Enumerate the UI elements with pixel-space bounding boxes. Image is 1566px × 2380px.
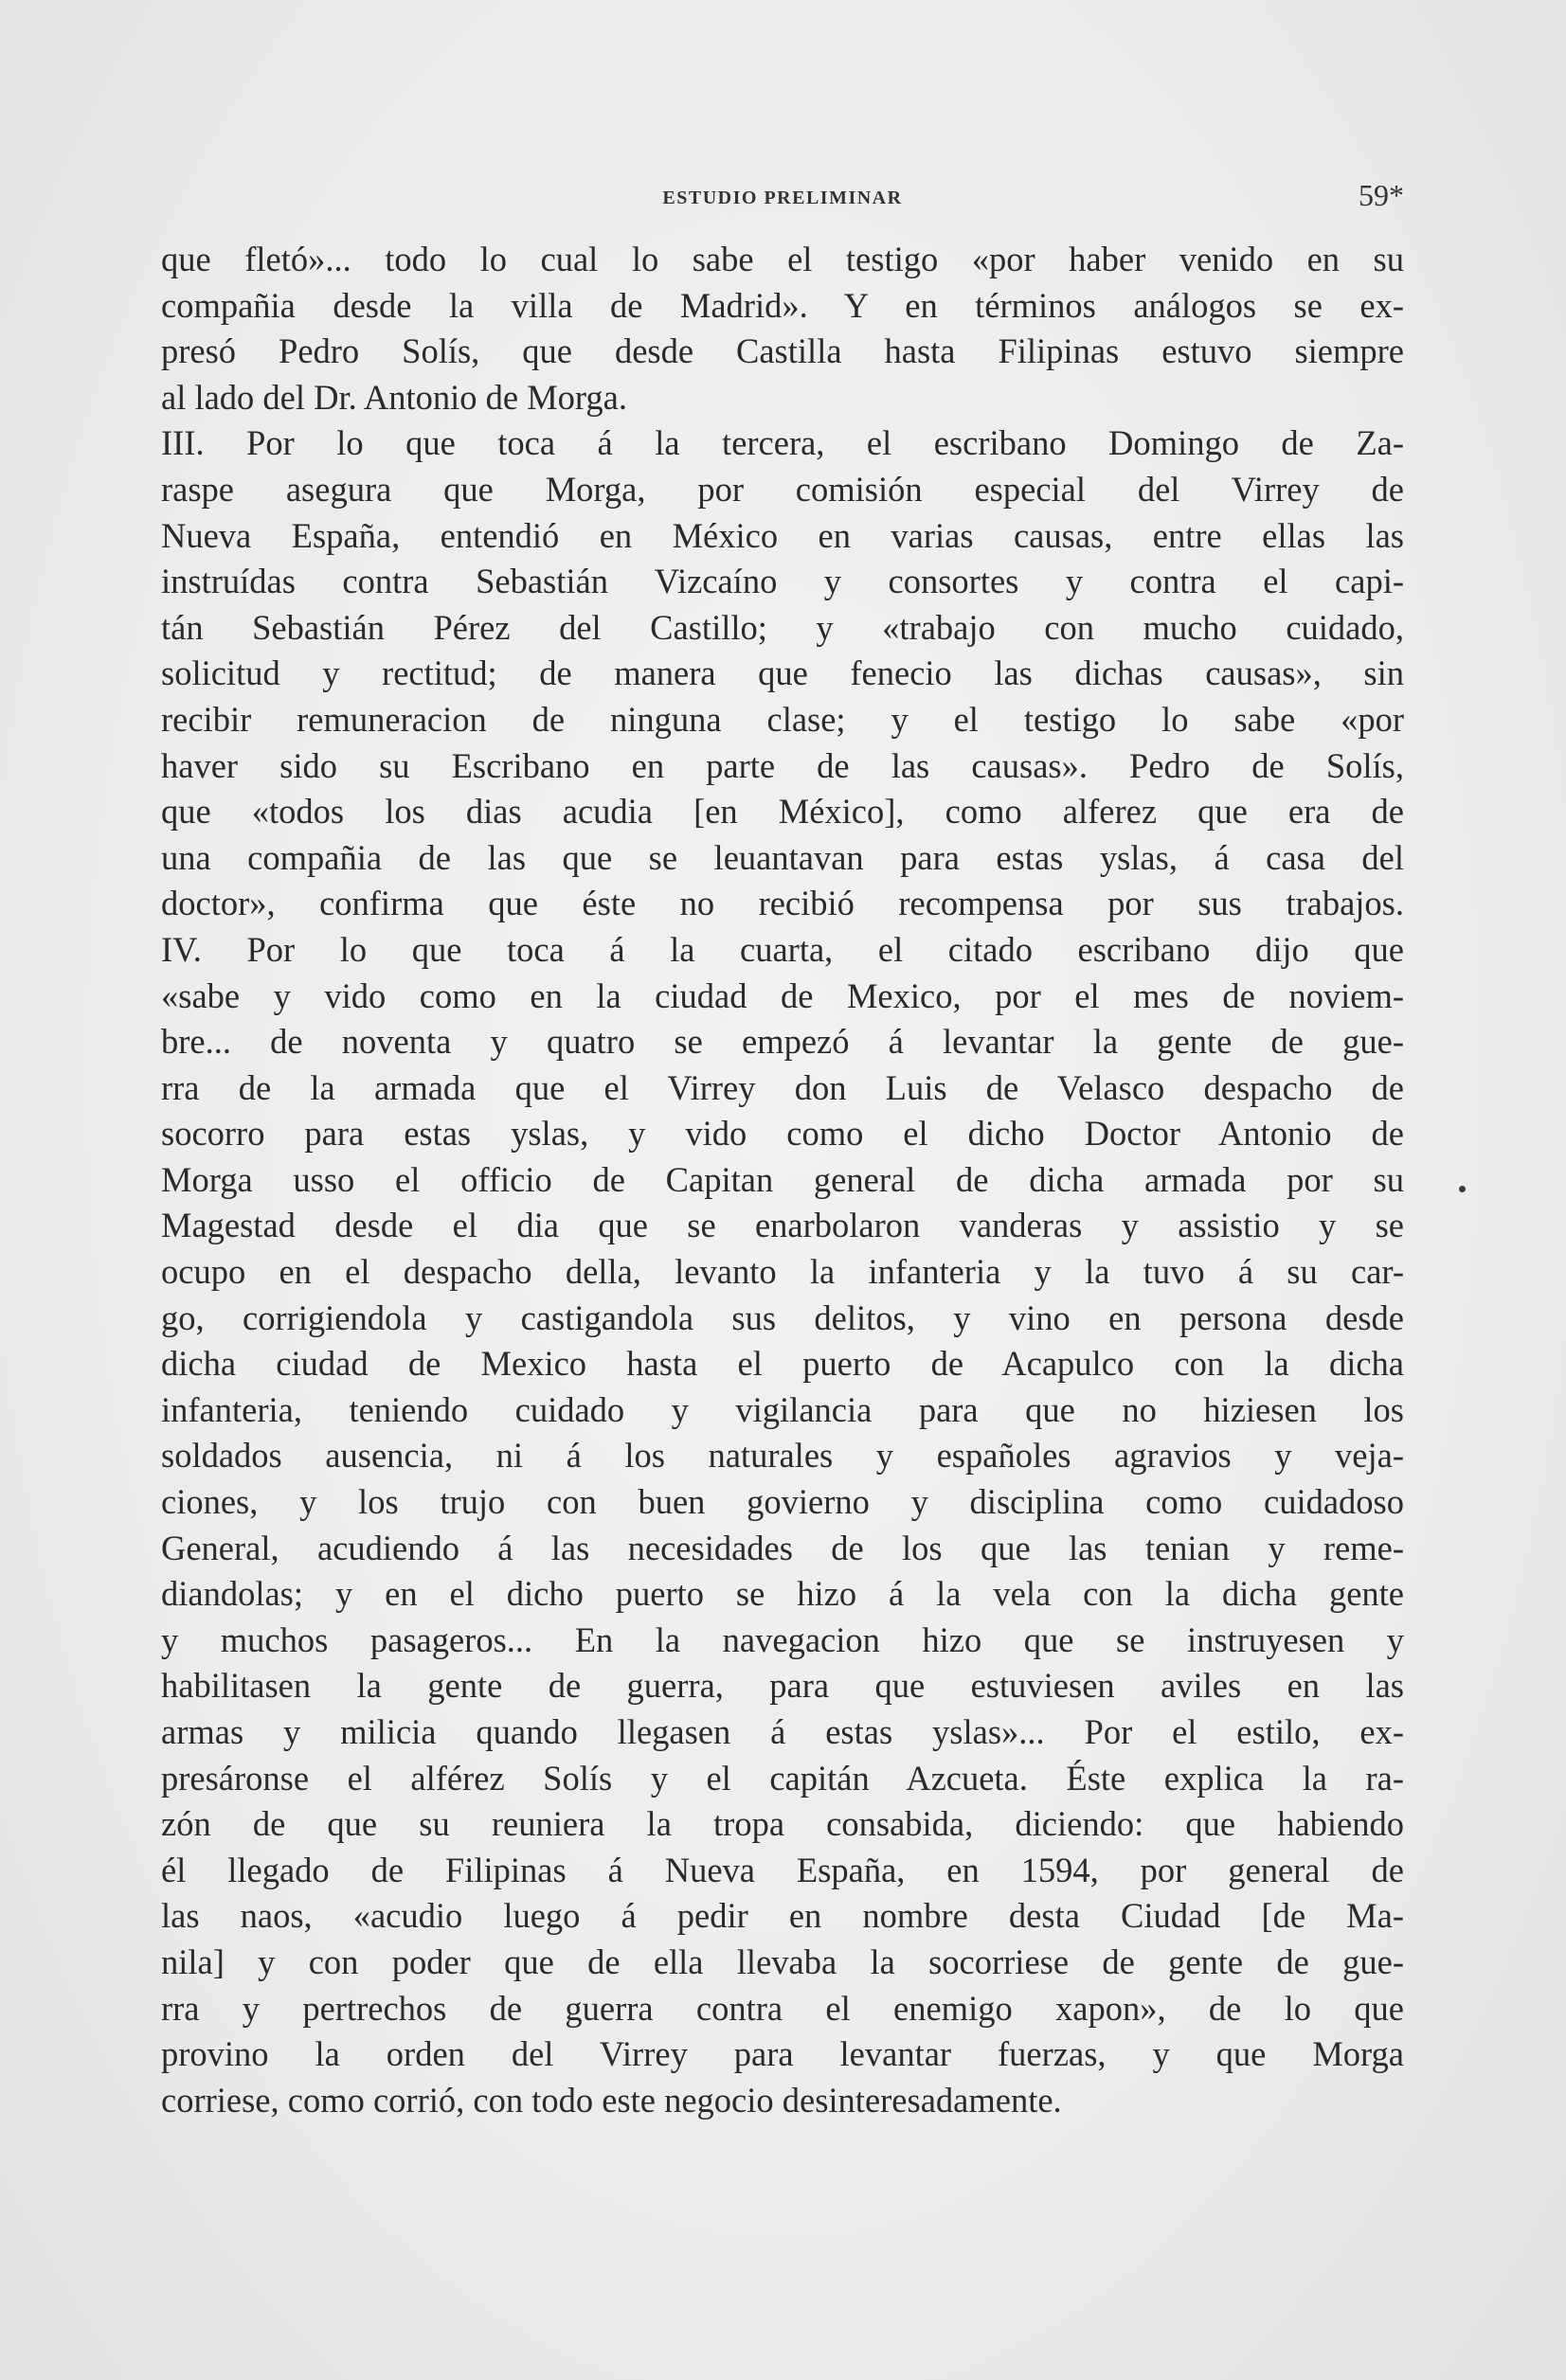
text-line: habilitasen la gente de guerra, para que estuviesen aviles en las [161,1666,1404,1706]
text-line: rra de la armada que el Virrey don Luis de Velasco despacho de [161,1067,1404,1107]
text-line: corriese, como corrió, con todo este negocio desinteresadamente. [161,2080,1062,2120]
text-line: zón de que su reuniera la tropa consabida, diciendo: que habiendo [161,1804,1404,1844]
text-line: doctor», confirma que éste no recibió recompensa por sus trabajos. [161,884,1404,923]
text-line: «sabe y vido como en la ciudad de Mexico, por el mes de noviem- [161,975,1404,1015]
text-line: presó Pedro Solís, que desde Castilla hasta Filipinas estuvo siempre [161,331,1404,371]
text-line: él llegado de Filipinas á Nueva España, en 1594, por general de [161,1850,1404,1889]
text-line: presáronse el alférez Solís y el capitán Azcueta. Éste explica la ra- [161,1758,1404,1798]
text-line: una compañia de las que se leuantavan para estas yslas, á casa del [161,837,1404,877]
text-line: nila] y con poder que de ella llevaba la socorriese de gente de gue- [161,1942,1404,1981]
text-line: Magestad desde el dia que se enarbolaron vanderas y assistio y se [161,1206,1404,1245]
margin-mark [1459,1186,1466,1192]
text-line: ocupo en el despacho della, levanto la infanteria y la tuvo á su car- [161,1252,1404,1292]
text-line: Morga usso el officio de Capitan general de dicha armada por su [161,1159,1404,1199]
text-line: que «todos los dias acudia [en México], como alferez que era de [161,792,1404,832]
text-line: instruídas contra Sebastián Vizcaíno y consortes y contra el capi- [161,562,1404,601]
text-line: que fletó»... todo lo cual lo sabe el testigo «por haber venido en su [161,240,1404,278]
text-line: III. Por lo que toca á la tercera, el escribano Domingo de Za- [161,423,1404,463]
text-line: infanteria, teniendo cuidado y vigilancia para que no hiziesen los [161,1389,1404,1429]
text-line: dicha ciudad de Mexico hasta el puerto de Acapulco con la dicha [161,1344,1404,1384]
text-line: y muchos pasageros... En la navegacion hizo que se instruyesen y [161,1619,1404,1659]
text-line: go, corrigiendola y castigandola sus delitos, y vino en persona desde [161,1297,1404,1337]
text-line: ciones, y los trujo con buen govierno y disciplina como cuidadoso [161,1482,1404,1522]
text-line: Nueva España, entendió en México en varias causas, entre ellas las [161,515,1404,555]
text-line: compañia desde la villa de Madrid». Y en términos análogos se ex- [161,285,1404,325]
text-line: raspe asegura que Morga, por comisión especial del Virrey de [161,469,1404,509]
body-text [161,237,1404,2123]
text-line: socorro para estas yslas, y vido como el dicho Doctor Antonio de [161,1114,1404,1154]
text-line: solicitud y rectitud; de manera que fenecio las dichas causas», sin [161,653,1404,693]
text-line: armas y milicia quando llegasen á estas yslas»... Por el estilo, ex- [161,1712,1404,1751]
text-line: haver sido su Escribano en parte de las causas». Pedro de Solís, [161,745,1404,785]
page-header [161,178,1404,216]
text-line: rra y pertrechos de guerra contra el enemigo xapon», de lo que [161,1988,1404,2028]
text-line: recibir remuneracion de ninguna clase; y el testigo lo sabe «por [161,699,1404,739]
text-line: IV. Por lo que toca á la cuarta, el citado escribano dijo que [161,929,1404,969]
text-line: soldados ausencia, ni á los naturales y españoles agravios y veja- [161,1436,1404,1476]
page-number: 59* [1359,178,1404,212]
running-head: ESTUDIO PRELIMINAR [662,188,903,208]
text-line: diandolas; y en el dicho puerto se hizo á la vela con la dicha gente [161,1574,1404,1614]
text-line: las naos, «acudio luego á pedir en nombre desta Ciudad [de Ma- [161,1896,1404,1936]
text-line: General, acudiendo á las necesidades de los que las tenian y reme- [161,1528,1404,1567]
text-line: tán Sebastián Pérez del Castillo; y «trabajo con mucho cuidado, [161,607,1404,647]
text-line: al lado del Dr. Antonio de Morga. [161,377,628,417]
text-line: bre... de noventa y quatro se empezó á levantar la gente de gue- [161,1022,1404,1062]
text-line: provino la orden del Virrey para levantar fuerzas, y que Morga [161,2034,1404,2074]
